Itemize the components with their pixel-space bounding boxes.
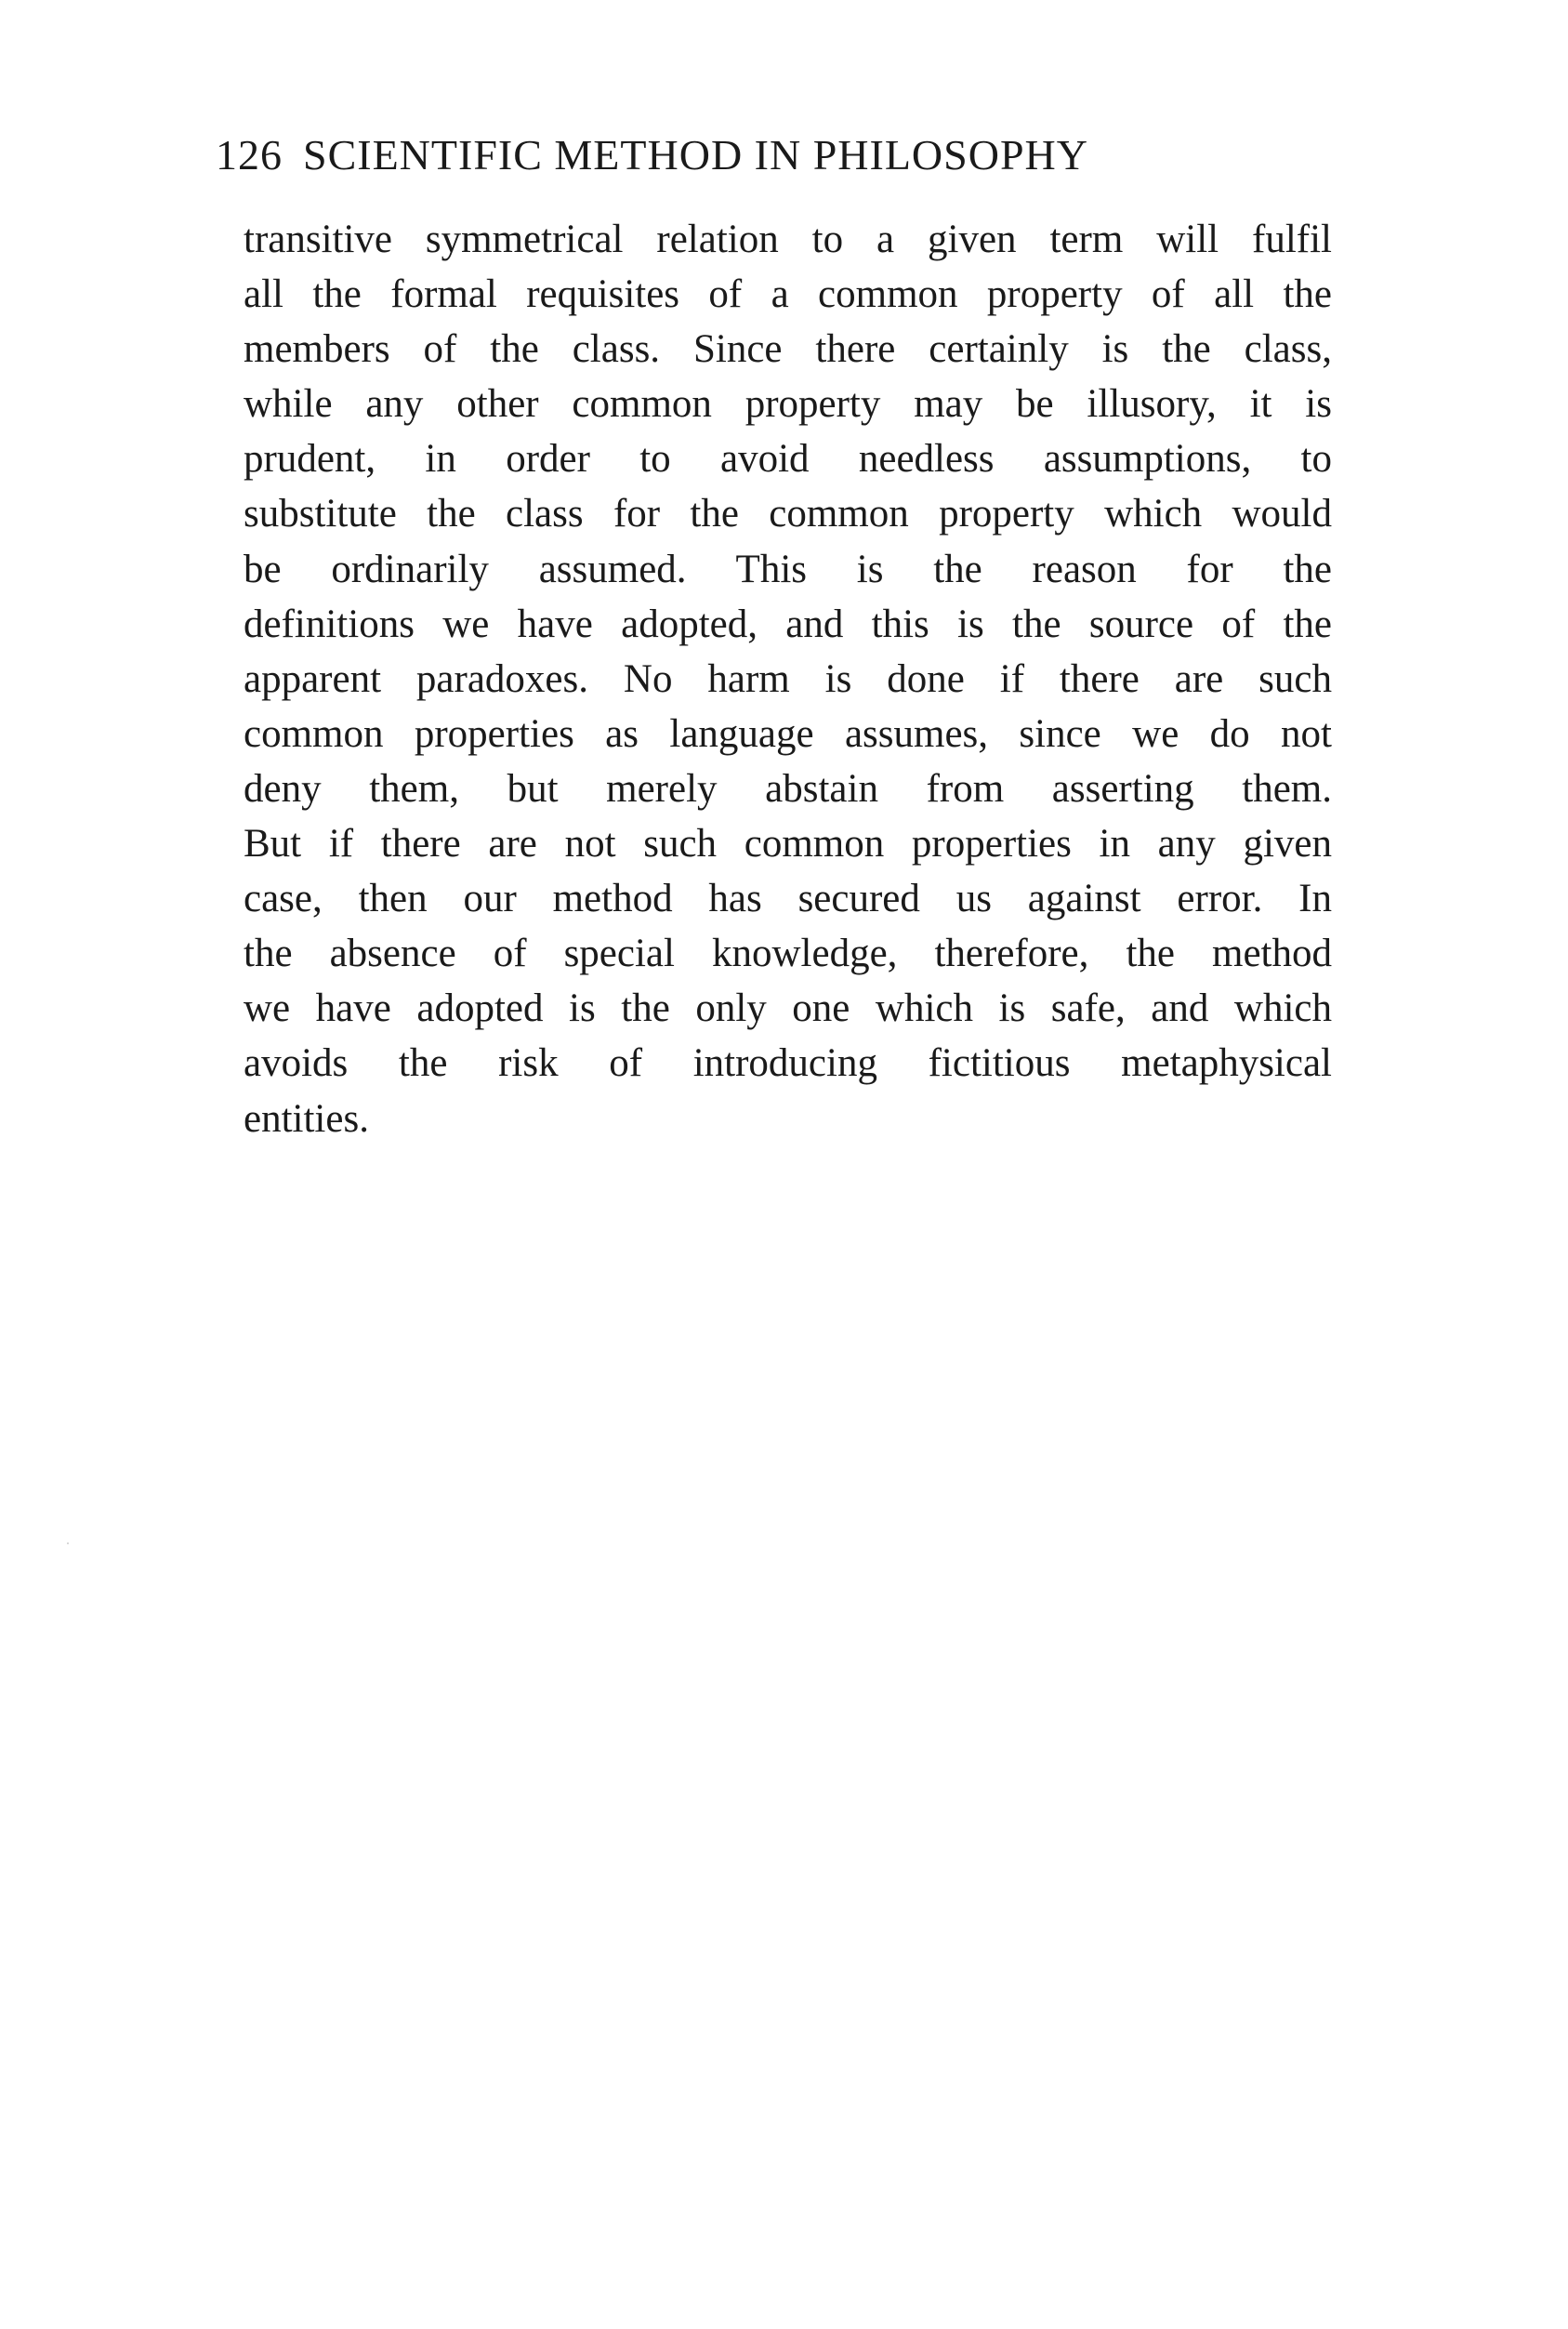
- running-head: [216, 123, 1331, 188]
- text-line: transitive symmetrical relation to a given term will fulfil: [244, 218, 1332, 261]
- text-line: we have adopted is the only one which is safe, and which: [244, 986, 1332, 1031]
- text-line: members of the class. Since there certainly is the class,: [244, 327, 1332, 372]
- text-line: common properties as language assumes, since we do not: [244, 711, 1332, 756]
- text-line: case, then our method has secured us against error. In: [244, 877, 1332, 921]
- text-line: prudent, in order to avoid needless assumptions, to: [244, 437, 1332, 482]
- text-line: the absence of special knowledge, therefore, the method: [244, 932, 1332, 976]
- text-line-final: entities.: [244, 1096, 369, 1141]
- text-line: But if there are not such common properties in any given: [244, 822, 1332, 867]
- text-line: be ordinarily assumed. This is the reason for the: [244, 547, 1332, 591]
- text-line: substitute the class for the common property which would: [244, 492, 1332, 536]
- paper-speck: [67, 1542, 69, 1544]
- text-line: avoids the risk of introducing fictitious metaphysical: [244, 1041, 1332, 1086]
- text-line: deny them, but merely abstain from asserting them.: [244, 766, 1332, 811]
- body-paragraph: [244, 212, 1332, 1146]
- text-line: definitions we have adopted, and this is the source of the: [244, 602, 1332, 646]
- page-number: 126: [216, 131, 283, 179]
- text-line: all the formal requisites of a common property of all the: [244, 272, 1332, 317]
- running-title: SCIENTIFIC METHOD IN PHILOSOPHY: [303, 131, 1088, 179]
- text-line: apparent paradoxes. No harm is done if there are such: [244, 656, 1332, 701]
- text-line: while any other common property may be illusory, it is: [244, 382, 1332, 427]
